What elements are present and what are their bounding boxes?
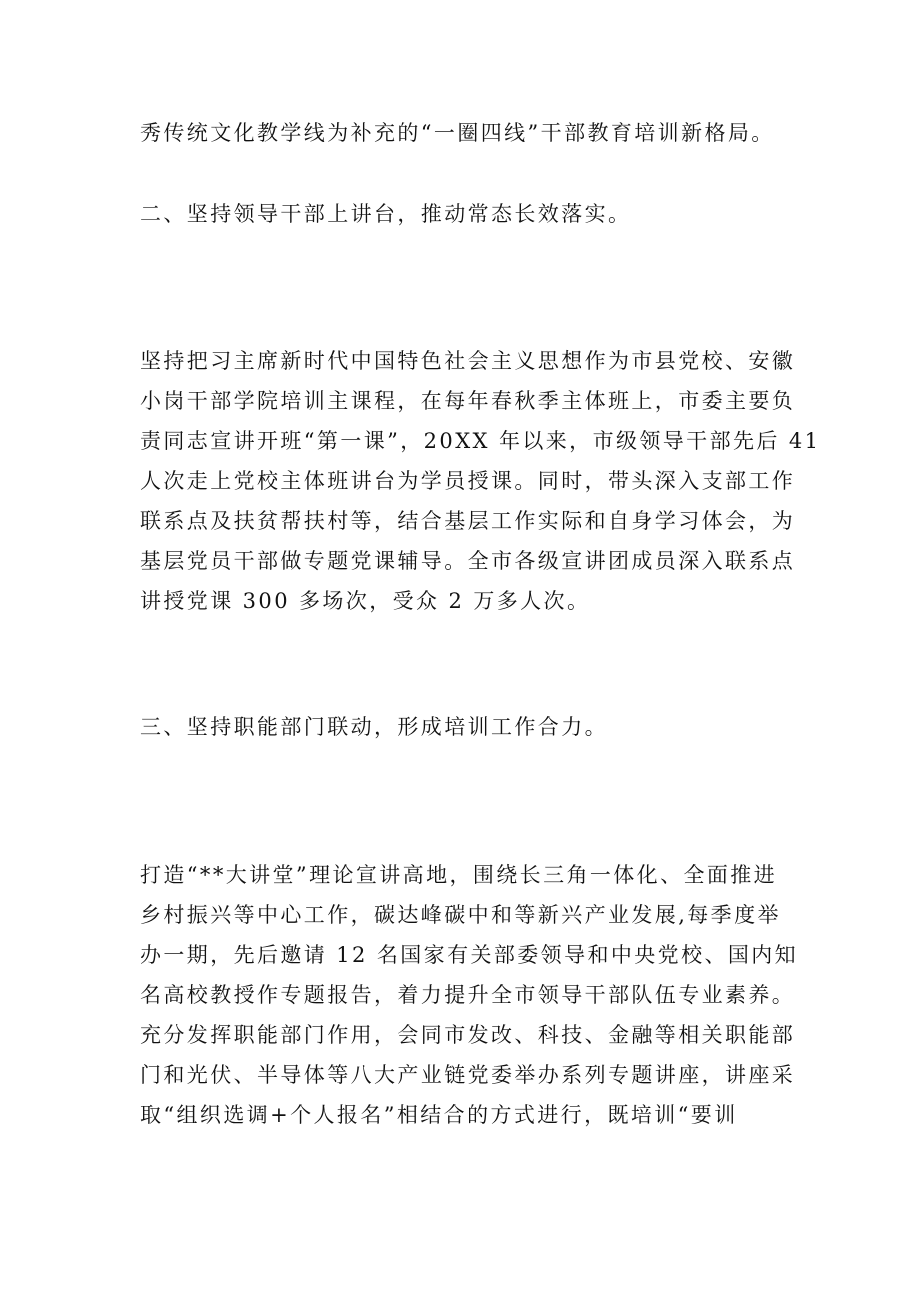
paragraph-line: 联系点及扶贫帮扶村等，结合基层工作实际和自身学习体会，为 [140, 509, 796, 533]
paragraph-line: 名高校教授作专题报告，着力提升全市领导干部队伍专业素养。 [140, 983, 796, 1007]
paragraph-line: 取“组织选调+个人报名”相结合的方式进行，既培训“要训 [140, 1103, 738, 1127]
section-3-heading: 三、坚持职能部门联动，形成培训工作合力。 [140, 715, 608, 739]
paragraph-line: 小岗干部学院培训主课程，在每年春秋季主体班上，市委主要负 [140, 389, 796, 413]
paragraph-line: 坚持把习主席新时代中国特色社会主义思想作为市县党校、安徽 [140, 349, 796, 373]
paragraph-line: 人次走上党校主体班讲台为学员授课。同时，带头深入支部工作 [140, 469, 796, 493]
paragraph-line: 打造“**大讲堂”理论宣讲高地，围绕长三角一体化、全面推进 [140, 863, 778, 887]
paragraph-line: 充分发挥职能部门作用，会同市发改、科技、金融等相关职能部 [140, 1023, 796, 1047]
paragraph-line: 基层党员干部做专题党课辅导。全市各级宣讲团成员深入联系点 [140, 549, 796, 573]
paragraph-line: 门和光伏、半导体等八大产业链党委举办系列专题讲座，讲座采 [140, 1063, 796, 1087]
paragraph-line: 乡村振兴等中心工作，碳达峰碳中和等新兴产业发展,每季度举 [140, 903, 781, 927]
intro-line: 秀传统文化教学线为补充的“一圈四线”干部教育培训新格局。 [140, 121, 775, 145]
section-2-heading: 二、坚持领导干部上讲台，推动常态长效落实。 [140, 202, 632, 226]
paragraph-line: 讲授党课 300 多场次，受众 2 万多人次。 [140, 589, 591, 613]
paragraph-line: 责同志宣讲开班“第一课”，20XX 年以来，市级领导干部先后 41 [140, 429, 821, 453]
paragraph-line: 办一期，先后邀请 12 名国家有关部委领导和中央党校、国内知 [140, 943, 799, 967]
